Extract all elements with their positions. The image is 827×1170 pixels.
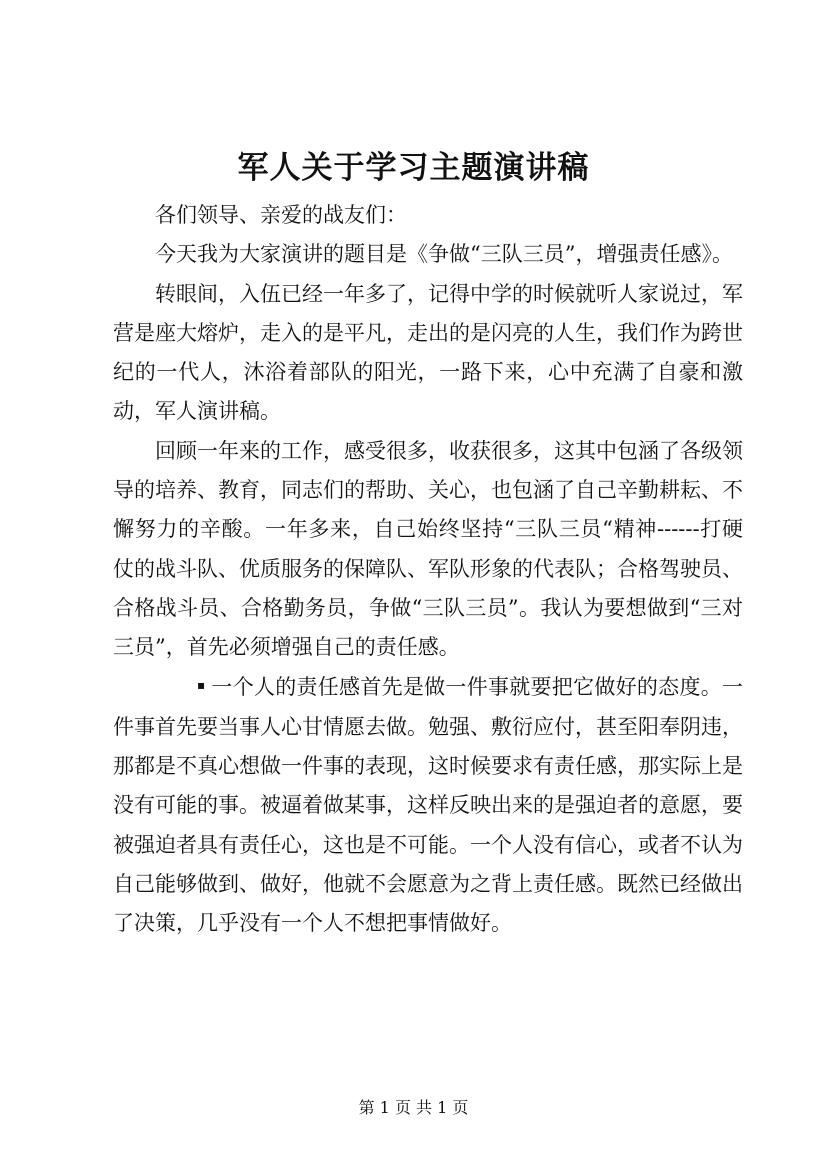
bullet-icon: ▪ xyxy=(197,678,206,693)
document-body xyxy=(113,196,743,943)
document-title: 军人关于学习主题演讲稿 xyxy=(237,150,590,186)
salutation-paragraph: 各们领导、亲爱的战友们： xyxy=(155,203,407,227)
body-paragraph-1: 转眼间，入伍已经一年多了，记得中学的时候就听人家说过，军营是座大熔炉，走入的是平凡，走出的是闪亮的人生，我们作为跨世纪的一代人，沐浴着部队的阳光，一路下来，心中充满了自豪和激动，军人演讲稿。 xyxy=(113,281,743,424)
topic-paragraph: 今天我为大家演讲的题目是《争做“三队三员”，增强责任感》。 xyxy=(155,242,733,267)
body-paragraph-2: 回顾一年来的工作，感受很多，收获很多，这其中包涵了各级领导的培养、教育，同志们的帮助、关心，也包涵了自己辛勤耕耘、不懈努力的辛酸。一年多来，自己始终坚持“三队三员“精神------打硬仗的战斗队、优质服务的保障队、军队形象的代表队；合格驾驶员、合格战斗员、合格勤务员，争做“三队三员”。我认为要想做到“三对三员”，首先必须增强自己的责任感。 xyxy=(113,438,743,660)
body-paragraph-3-text: 一个人的责任感首先是做一件事就要把它做好的态度。一件事首先要当事人心甘情愿去做。勉强、敷衍应付，甚至阳奉阴违，那都是不真心想做一件事的表现，这时候要求有责任感，那实际上是没有可能的事。被逼着做某事，这样反映出来的是强迫者的意愿，要被强迫者具有责任心，这也是不可能。一个人没有信心，或者不认为自己能够做到、做好，他就不会愿意为之背上责任感。既然已经做出了决策，几乎没有一个人不想把事情做好。 xyxy=(113,674,743,936)
page-number-footer: 第 1 页 共 1 页 xyxy=(358,1098,469,1117)
body-paragraph-3 xyxy=(113,668,743,944)
